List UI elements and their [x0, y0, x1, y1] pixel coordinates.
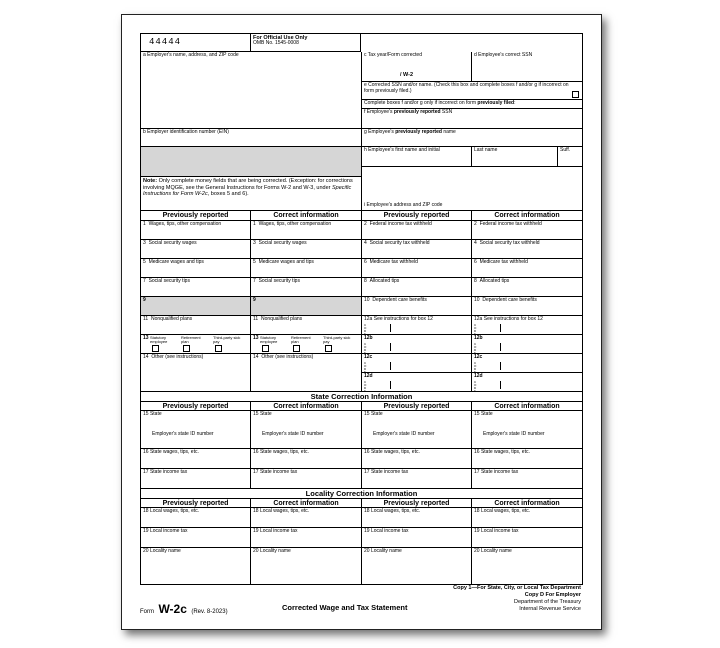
box-e-label: e Corrected SSN and/or name. (Check this box and complete boxes f and/or g if incorrect on form previously filed.)	[364, 82, 569, 94]
box-num: 12c	[474, 354, 483, 360]
box-16-correct-1[interactable]	[251, 449, 362, 469]
box-17-label: 17 State income tax	[143, 469, 188, 475]
box-i-address[interactable]	[362, 167, 582, 211]
box-18-label: 18 Local wages, tips, etc.	[364, 508, 421, 514]
box-num: 12a	[364, 316, 373, 322]
box-f-label-2: SSN	[440, 109, 453, 115]
third-party-label: Third-party sick pay	[323, 335, 351, 345]
box-num: 11	[143, 316, 149, 322]
box-19-prev-2[interactable]	[362, 528, 472, 548]
right-correct-header: Correct information	[472, 211, 582, 221]
box-b-ein[interactable]	[141, 129, 362, 147]
third-party-checkbox[interactable]	[215, 345, 222, 352]
box-12c-correct[interactable]	[472, 354, 582, 373]
box-num: 3	[143, 240, 146, 246]
box-num: 13	[143, 335, 149, 341]
box-label: Allocated tips	[479, 278, 510, 284]
box-15-label: 15 State	[253, 411, 272, 417]
box-2-correct[interactable]	[472, 221, 582, 240]
box-13-correct	[251, 335, 362, 354]
box-18-label: 18 Local wages, tips, etc.	[143, 508, 200, 514]
box-label: Medicare tax withheld	[479, 259, 528, 265]
box-label: Social security tax withheld	[369, 240, 430, 246]
code-stack: CODE	[364, 342, 367, 354]
box-18-label: 18 Local wages, tips, etc.	[253, 508, 310, 514]
box-18-prev-1[interactable]	[141, 508, 251, 528]
state-prev-header-1: Previously reported	[141, 402, 251, 411]
last-name-field[interactable]	[472, 147, 558, 167]
box-num: 5	[253, 259, 256, 265]
box-15-label: 15 State	[364, 411, 383, 417]
box-label: Wages, tips, other compensation	[258, 221, 332, 227]
state-correct-header-1: Correct information	[251, 402, 362, 411]
box-18-label: 18 Local wages, tips, etc.	[474, 508, 531, 514]
code-stack: CODE	[364, 323, 367, 335]
box-10-prev[interactable]	[362, 297, 472, 316]
box-20-correct-2[interactable]	[472, 548, 582, 584]
code-stack: CODE	[474, 361, 477, 373]
box-num: 12d	[364, 373, 373, 379]
statutory-checkbox[interactable]	[152, 345, 159, 352]
box-label: Federal income tax withheld	[369, 221, 432, 227]
box-12b-prev[interactable]	[362, 335, 472, 354]
box-label: See instructions for box 12	[373, 316, 433, 322]
code-stack: CODE	[364, 361, 367, 373]
box-15-label: 15 State	[474, 411, 493, 417]
box-i-label: i Employee's address and ZIP code	[364, 202, 443, 209]
box-5-correct[interactable]	[251, 259, 362, 278]
code-stack: CODE	[474, 380, 477, 392]
box-label: Other (see instructions)	[151, 354, 204, 360]
box-label: Social security wages	[148, 240, 197, 246]
box-num: 13	[253, 335, 259, 341]
box-19-correct-1[interactable]	[251, 528, 362, 548]
box-4-prev[interactable]	[362, 240, 472, 259]
control-number-box[interactable]	[141, 34, 251, 52]
third-party-label: Third-party sick pay	[213, 335, 241, 345]
last-name-label: Last name	[474, 147, 498, 153]
copy-1-label: Copy 1—For State, City, or Local Tax Department	[453, 585, 581, 591]
form-id	[140, 600, 228, 618]
locality-correct-header-2: Correct information	[472, 499, 582, 508]
box-18-correct-2[interactable]	[472, 508, 582, 528]
box-num: 9	[143, 297, 146, 303]
state-id-label: Employer's state ID number	[152, 430, 214, 437]
box-9-correct	[251, 297, 362, 316]
box-num: 11	[253, 316, 259, 322]
box-16-prev-1[interactable]	[141, 449, 251, 469]
code-divider	[500, 343, 501, 351]
header-blank	[361, 34, 582, 52]
box-g-label-2: name	[441, 129, 456, 135]
box-17-label: 17 State income tax	[253, 469, 298, 475]
box-16-label: 16 State wages, tips, etc.	[364, 449, 420, 455]
box-17-label: 17 State income tax	[364, 469, 409, 475]
code-stack: CODE	[364, 380, 367, 392]
locality-section-title: Locality Correction Information	[141, 489, 582, 499]
form-word: Form	[140, 609, 154, 615]
box-9-prev	[141, 297, 251, 316]
fg-note-1: Complete boxes f and/or g only if incorrect on form	[364, 100, 478, 106]
box-19-label: 19 Local income tax	[143, 528, 188, 534]
box-16-label: 16 State wages, tips, etc.	[474, 449, 530, 455]
box-num: 12b	[364, 335, 373, 341]
box-num: 8	[474, 278, 477, 284]
form-name: W-2c	[158, 602, 187, 616]
box-num: 1	[253, 221, 256, 227]
note-text-2: , boxes 5 and 6).	[207, 191, 249, 198]
box-15-label: 15 State	[143, 411, 162, 417]
box-c-label: c Tax year/Form corrected	[364, 52, 422, 58]
box-16-label: 16 State wages, tips, etc.	[253, 449, 309, 455]
form-sheet	[121, 14, 602, 630]
box-label: See instructions for box 12	[483, 316, 543, 322]
box-14-prev[interactable]	[141, 354, 251, 392]
box-15-prev-2[interactable]	[362, 411, 472, 449]
box-8-prev[interactable]	[362, 278, 472, 297]
box-12a-correct[interactable]	[472, 316, 582, 335]
code-stack: CODE	[474, 323, 477, 335]
box-num: 2	[474, 221, 477, 227]
box-g-label-1: g Employee's	[364, 129, 396, 135]
suffix-label: Suff.	[560, 147, 571, 153]
box-label: Allocated tips	[369, 278, 400, 284]
box-label: Nonqualified plans	[260, 316, 303, 322]
note-box	[141, 177, 362, 211]
note-label: Note:	[143, 178, 158, 184]
statutory-label: Statutory employee	[150, 335, 168, 345]
box-num: 6	[474, 259, 477, 265]
box-f-previous-ssn[interactable]	[362, 109, 582, 129]
state-id-label: Employer's state ID number	[483, 430, 545, 437]
box-label: Medicare wages and tips	[258, 259, 314, 265]
box-15-correct-1[interactable]	[251, 411, 362, 449]
box-num: 7	[253, 278, 256, 284]
box-19-prev-1[interactable]	[141, 528, 251, 548]
box-num: 10	[364, 297, 370, 303]
box-num: 14	[253, 354, 259, 360]
box-16-prev-2[interactable]	[362, 449, 472, 469]
box-12a-prev[interactable]	[362, 316, 472, 335]
box-label: Medicare tax withheld	[369, 259, 418, 265]
box-15-prev-1[interactable]	[141, 411, 251, 449]
box-e-checkbox[interactable]	[572, 91, 579, 98]
official-use-label: For Official Use Only	[253, 35, 308, 41]
box-e-corrected-ssn	[362, 82, 582, 100]
suffix-field[interactable]	[558, 147, 582, 167]
box-h-first-name[interactable]	[362, 147, 472, 167]
irs-label: Internal Revenue Service	[519, 605, 581, 612]
box-18-prev-2[interactable]	[362, 508, 472, 528]
box-a-employer-name[interactable]	[141, 52, 362, 129]
box-c-value: / W-2	[400, 72, 414, 78]
box-f-label-bold: previously reported	[393, 109, 441, 115]
box-label: Social security tax withheld	[479, 240, 540, 246]
omb-number: OMB No. 1545-0008	[253, 40, 299, 47]
locality-prev-header-2: Previously reported	[362, 499, 472, 508]
box-12d-prev[interactable]	[362, 373, 472, 392]
right-prev-header: Previously reported	[362, 211, 472, 221]
state-id-label: Employer's state ID number	[262, 430, 324, 437]
control-number: 44444	[149, 37, 182, 47]
box-num: 12c	[364, 354, 373, 360]
box-12d-correct[interactable]	[472, 373, 582, 392]
state-prev-header-2: Previously reported	[362, 402, 472, 411]
box-1-correct[interactable]	[251, 221, 362, 240]
note-italic: Specific Instructions for Form W-2c	[143, 184, 352, 198]
box-c-tax-year[interactable]	[362, 52, 472, 82]
box-label: Dependent care benefits	[482, 297, 537, 303]
box-label: Dependent care benefits	[372, 297, 427, 303]
box-20-label: 20 Locality name	[253, 548, 291, 554]
copy-block	[453, 585, 581, 613]
box-7-prev[interactable]	[141, 278, 251, 297]
box-3-prev[interactable]	[141, 240, 251, 259]
box-17-prev-2[interactable]	[362, 469, 472, 489]
box-20-correct-1[interactable]	[251, 548, 362, 584]
box-num: 6	[364, 259, 367, 265]
box-num: 10	[474, 297, 480, 303]
state-correct-header-2: Correct information	[472, 402, 582, 411]
copy-d-label: Copy D For Employer	[524, 591, 581, 598]
w2c-form	[140, 33, 583, 585]
box-h-label: h Employee's first name and initial	[364, 147, 440, 153]
box-7-correct[interactable]	[251, 278, 362, 297]
retirement-label: Retirement plan	[181, 335, 201, 345]
box-20-prev-1[interactable]	[141, 548, 251, 584]
box-16-correct-2[interactable]	[472, 449, 582, 469]
box-g-label-bold: previously reported	[395, 129, 442, 135]
note-text-1: Only complete money fields that are being corrected. (Exception: for corrections involving MQGE, see the General Instructions for Forms W-2 and W-3, under	[143, 178, 353, 191]
locality-prev-header-1: Previously reported	[141, 499, 251, 508]
box-num: 8	[364, 278, 367, 284]
box-16-label: 16 State wages, tips, etc.	[143, 449, 199, 455]
fg-note-bold: previously filed	[477, 100, 515, 106]
shaded-area	[141, 147, 362, 177]
box-17-label: 17 State income tax	[474, 469, 519, 475]
box-14-correct[interactable]	[251, 354, 362, 392]
box-10-correct[interactable]	[472, 297, 582, 316]
fg-instruction	[362, 100, 582, 109]
box-num: 4	[364, 240, 367, 246]
box-num: 12d	[474, 373, 483, 379]
form-footer	[140, 585, 581, 625]
box-15-correct-2[interactable]	[472, 411, 582, 449]
box-f-label-1: f Employee's	[364, 109, 394, 115]
box-11-correct[interactable]	[251, 316, 362, 335]
code-divider	[390, 381, 391, 389]
box-d-label: d Employee's correct SSN	[474, 52, 533, 58]
box-num: 14	[143, 354, 149, 360]
box-num: 2	[364, 221, 367, 227]
box-12b-correct[interactable]	[472, 335, 582, 354]
box-11-prev[interactable]	[141, 316, 251, 335]
box-label: Federal income tax withheld	[479, 221, 542, 227]
form-title: Corrected Wage and Tax Statement	[282, 603, 408, 612]
box-label: Nonqualified plans	[150, 316, 193, 322]
box-19-label: 19 Local income tax	[253, 528, 298, 534]
box-d-correct-ssn[interactable]	[472, 52, 582, 82]
box-20-prev-2[interactable]	[362, 548, 472, 584]
code-divider	[390, 343, 391, 351]
box-12c-prev[interactable]	[362, 354, 472, 373]
box-num: 9	[253, 297, 256, 303]
code-divider	[500, 362, 501, 370]
left-prev-header: Previously reported	[141, 211, 251, 221]
box-b-label: b Employer identification number (EIN)	[143, 129, 229, 135]
box-17-prev-1[interactable]	[141, 469, 251, 489]
box-19-correct-2[interactable]	[472, 528, 582, 548]
statutory-checkbox[interactable]	[262, 345, 269, 352]
box-label: Social security wages	[258, 240, 307, 246]
code-divider	[500, 324, 501, 332]
code-divider	[500, 381, 501, 389]
retirement-label: Retirement plan	[291, 335, 311, 345]
code-divider	[390, 362, 391, 370]
box-17-correct-2[interactable]	[472, 469, 582, 489]
box-label: Wages, tips, other compensation	[148, 221, 222, 227]
official-use-box	[251, 34, 361, 52]
box-6-correct[interactable]	[472, 259, 582, 278]
box-17-correct-1[interactable]	[251, 469, 362, 489]
box-6-prev[interactable]	[362, 259, 472, 278]
retirement-checkbox[interactable]	[183, 345, 190, 352]
box-num: 3	[253, 240, 256, 246]
fg-note-2: :	[514, 100, 516, 106]
state-id-label: Employer's state ID number	[373, 430, 435, 437]
box-num: 4	[474, 240, 477, 246]
retirement-checkbox[interactable]	[293, 345, 300, 352]
box-2-prev[interactable]	[362, 221, 472, 240]
box-4-correct[interactable]	[472, 240, 582, 259]
box-20-label: 20 Locality name	[364, 548, 402, 554]
box-19-label: 19 Local income tax	[474, 528, 519, 534]
statutory-label: Statutory employee	[260, 335, 278, 345]
box-label: Medicare wages and tips	[148, 259, 204, 265]
box-13-prev	[141, 335, 251, 354]
box-num: 12a	[474, 316, 483, 322]
form-revision: (Rev. 8-2023)	[191, 609, 228, 615]
treasury-label: Department of the Treasury	[514, 598, 581, 605]
box-label: Social security tips	[258, 278, 300, 284]
box-num: 7	[143, 278, 146, 284]
box-19-label: 19 Local income tax	[364, 528, 409, 534]
box-20-label: 20 Locality name	[143, 548, 181, 554]
box-5-prev[interactable]	[141, 259, 251, 278]
third-party-checkbox[interactable]	[325, 345, 332, 352]
box-20-label: 20 Locality name	[474, 548, 512, 554]
box-label: Other (see instructions)	[261, 354, 314, 360]
code-stack: CODE	[474, 342, 477, 354]
state-section-title: State Correction Information	[141, 392, 582, 402]
box-num: 5	[143, 259, 146, 265]
box-3-correct[interactable]	[251, 240, 362, 259]
box-1-prev[interactable]	[141, 221, 251, 240]
box-label: Social security tips	[148, 278, 190, 284]
box-num: 12b	[474, 335, 483, 341]
box-g-previous-name[interactable]	[362, 129, 582, 147]
code-divider	[390, 324, 391, 332]
locality-correct-header-1: Correct information	[251, 499, 362, 508]
box-18-correct-1[interactable]	[251, 508, 362, 528]
box-8-correct[interactable]	[472, 278, 582, 297]
box-a-label: a Employer's name, address, and ZIP code	[143, 52, 239, 58]
left-correct-header: Correct information	[251, 211, 362, 221]
box-num: 1	[143, 221, 146, 227]
